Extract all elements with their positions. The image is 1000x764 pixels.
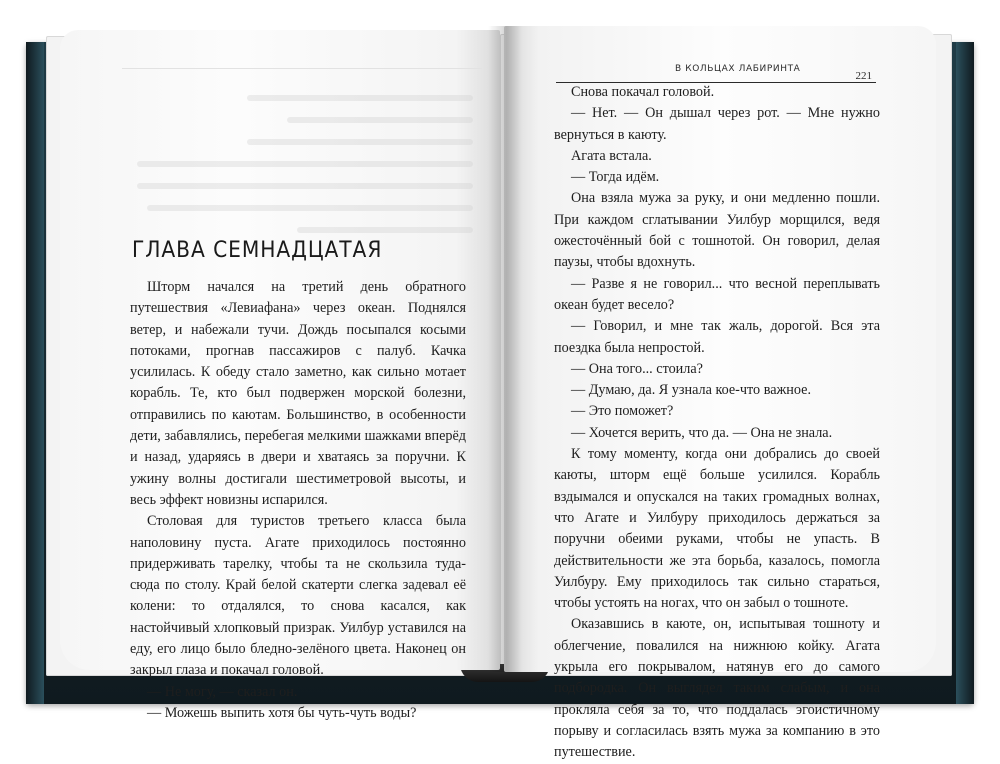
paragraph: Она взяла мужа за руку, и они медленно пошли. При каждом сглатывании Уилбур морщился, ведя ожесточённый бой с тошнотой. Он говорил, делая паузы, чтобы вдохнуть. [554, 190, 880, 271]
right-page-text [554, 82, 880, 764]
paragraph: К тому моменту, когда они добрались до своей каюты, шторм ещё больше усилился. Корабль вздымался и опускался на таких громадных волнах, что Агате и Уилбуру приходилось держаться за поручни обеими руками, чтобы не упасть. В действительности же эта борьба, казалось, помогла Уилбуру. Ему приходилось так сильно стараться, чтобы устоять на ногах, что он забыл о тошноте. [554, 446, 880, 612]
page-number: 221 [855, 70, 872, 82]
paragraph: — Думаю, да. Я узнала кое-что важное. [571, 382, 812, 399]
paragraph: Шторм начался на третий день обратного путешествия «Левиафана» через океан. Поднялся ветер, и набежали тучи. Дождь посыпался косыми потоками, прогнав пассажиров с палуб. Качка усилилась. К обеду стало заметно, как сильно мотает корабль. Те, кто был подвержен морской болезни, отправились по каютам. Большинство, в особенности дети, забавлялись, перебегая мелкими шажками вперёд и назад, ударяясь в двери и хватаясь за поручни. К ужину волны достигали шестиметровой высоты, и весь эффект новизны испарился. [130, 279, 466, 508]
paragraph: Оказавшись в каюте, он, испытывая тошноту и облегчение, повалился на нижнюю койку. Агата укрыла его покрывалом, натянув его до самого подбородка. Он выглядел таким слабым, и она прокляла себя за то, что поддалась эгоистичному порыву и согласилась взять мужа за компанию в это путешествие. [554, 616, 880, 761]
chapter-title: ГЛАВА СЕМНАДЦАТАЯ [132, 238, 383, 263]
left-page-text [130, 277, 466, 724]
paragraph: — Это поможет? [571, 403, 674, 420]
right-running-header [556, 64, 876, 83]
paragraph: Агата встала. [571, 147, 652, 164]
left-running-header-faded [122, 66, 482, 69]
paragraph: — Говорил, и мне так жаль, дорогой. Вся эта поездка была непростой. [554, 318, 880, 356]
running-title: В КОЛЬЦАХ ЛАБИРИНТА [675, 64, 801, 74]
paragraph: — Разве я не говорил... что весной переплывать океан будет весело? [554, 275, 880, 313]
paragraph: — Не могу, — сказал он. [147, 683, 298, 700]
paragraph: — Тогда идём. [571, 169, 660, 186]
paragraph: Столовая для туристов третьего класса была наполовину пуста. Агате приходилось постоянно придерживать тарелку, чтобы та не скользила туда-сюда по столу. Край белой скатерти слегка задевал её колени: то отдалялся, то снова касался, как настойчивый хлопковый призрак. Уилбур уставился на еду, его лицо было бледно-зелёного цвета. Наконец он закрыл глаза и покачал головой. [130, 513, 466, 679]
paragraph: — Хочется верить, что да. — Она не знала. [571, 424, 833, 441]
paragraph: Снова покачал головой. [571, 84, 715, 100]
paragraph: — Она того... стоила? [571, 360, 703, 377]
paragraph: — Нет. — Он дышал через рот. — Мне нужно вернуться в каюту. [554, 105, 880, 143]
paragraph: — Можешь выпить хотя бы чуть-чуть воды? [147, 704, 417, 721]
